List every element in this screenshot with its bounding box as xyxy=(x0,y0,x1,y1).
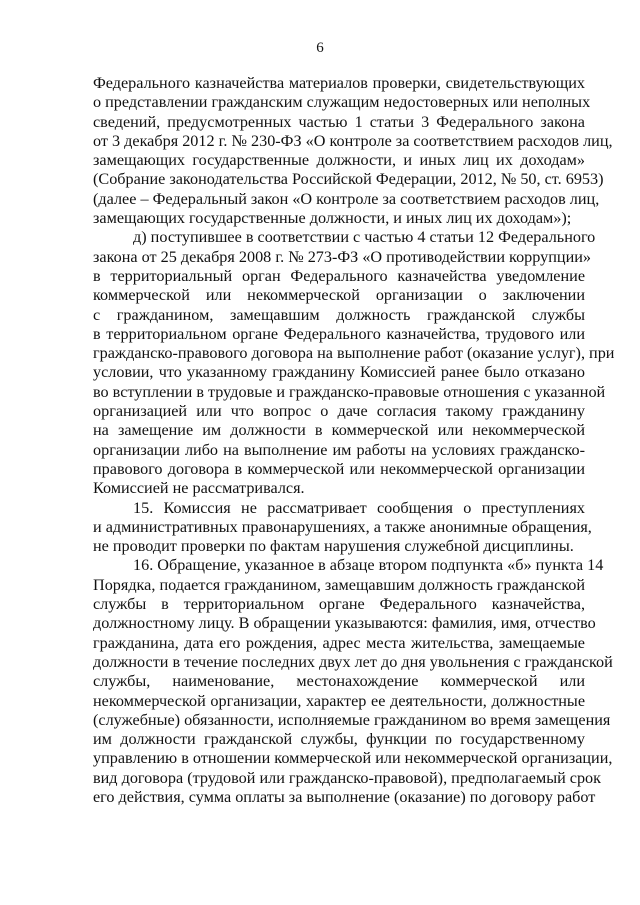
text-line: не проводит проверки по фактам нарушения служебной дисциплины. xyxy=(93,537,574,556)
text-line: его действия, сумма оплаты за выполнение (оказание) по договору работ xyxy=(93,787,596,806)
text-line: организацией или что вопрос о даче согласия такому гражданину xyxy=(93,402,585,421)
paragraph xyxy=(93,228,615,498)
text-line: с гражданином, замещавшим должность гражданской службы xyxy=(93,305,585,324)
text-line: службы в территориальном органе Федерального казначейства, xyxy=(93,595,585,614)
text-line: им должности гражданской службы, функции по государственному xyxy=(93,730,585,749)
text-line: 15. Комиссия не рассматривает сообщения о преступлениях xyxy=(133,498,585,517)
text-line: 16. Обращение, указанное в абзаце втором подпункта «б» пункта 14 xyxy=(133,556,604,575)
text-line: правового договора в коммерческой или некоммерческой организации xyxy=(93,459,585,478)
text-line: (служебные) обязанности, исполняемые гражданином во время замещения xyxy=(93,710,611,729)
text-line: вид договора (трудовой или гражданско-правовой), предполагаемый срок xyxy=(93,768,602,787)
text-line: о представлении гражданским служащим недостоверных или неполных xyxy=(93,93,591,112)
text-line: в территориальный орган Федерального казначейства уведомление xyxy=(93,266,585,285)
page-number: 6 xyxy=(316,40,324,56)
text-line: (Собрание законодательства Российской Федерации, 2012, № 50, ст. 6953) xyxy=(93,170,604,189)
text-line: (далее – Федеральный закон «О контроле за соответствием расходов лиц, xyxy=(93,189,600,208)
text-line: Порядка, подается гражданином, замещавшим должность гражданской xyxy=(93,575,586,594)
text-line: замещающих государственные должности, и иных лиц их доходам» xyxy=(93,151,585,170)
text-line: на замещение им должности в коммерческой или некоммерческой xyxy=(93,421,585,440)
text-line: коммерческой или некоммерческой организации о заключении xyxy=(93,286,585,305)
text-line: службы, наименование, местонахождение коммерческой или xyxy=(93,672,585,691)
text-line: в территориальном органе Федерального казначейства, трудового или xyxy=(93,324,585,343)
text-line: сведений, предусмотренных частью 1 статьи 3 Федерального закона xyxy=(93,112,585,131)
text-line: некоммерческой организации, характер ее деятельности, должностные xyxy=(93,691,585,710)
text-line: Федерального казначейства материалов проверки, свидетельствующих xyxy=(93,74,585,92)
text-line: от 3 декабря 2012 г. № 230-ФЗ «О контроле за соответствием расходов лиц, xyxy=(93,131,613,150)
text-line: гражданско-правового договора на выполнение работ (оказание услуг), при xyxy=(93,344,615,363)
text-line: гражданина, дата его рождения, адрес места жительства, замещаемые xyxy=(93,633,585,652)
paragraph xyxy=(93,556,613,807)
text-line: закона от 25 декабря 2008 г. № 273-ФЗ «О противодействии коррупции» xyxy=(93,247,591,266)
paragraph xyxy=(93,74,613,228)
text-line: должностному лицу. В обращении указываются: фамилия, имя, отчество xyxy=(93,614,596,633)
text-line: управлению в отношении коммерческой или некоммерческой организации, xyxy=(93,749,613,768)
text-line: д) поступившее в соответствии с частью 4 статьи 12 Федерального xyxy=(133,228,596,247)
text-line: организации либо на выполнение им работы на условиях гражданско- xyxy=(93,440,585,459)
document-body xyxy=(93,74,615,807)
text-line: во вступлении в трудовые и гражданско-правовые отношения с указанной xyxy=(93,382,606,401)
paragraph xyxy=(93,498,592,557)
text-line: и административных правонарушениях, а также анонимные обращения, xyxy=(93,517,592,536)
text-line: Комиссией не рассматривался. xyxy=(93,479,305,498)
text-line: замещающих государственные должности, и иных лиц их доходам»); xyxy=(93,209,572,228)
text-line: должности в течение последних двух лет до дня увольнения с гражданской xyxy=(93,652,613,671)
text-line: условии, что указанному гражданину Комиссией ранее было отказано xyxy=(93,363,585,382)
